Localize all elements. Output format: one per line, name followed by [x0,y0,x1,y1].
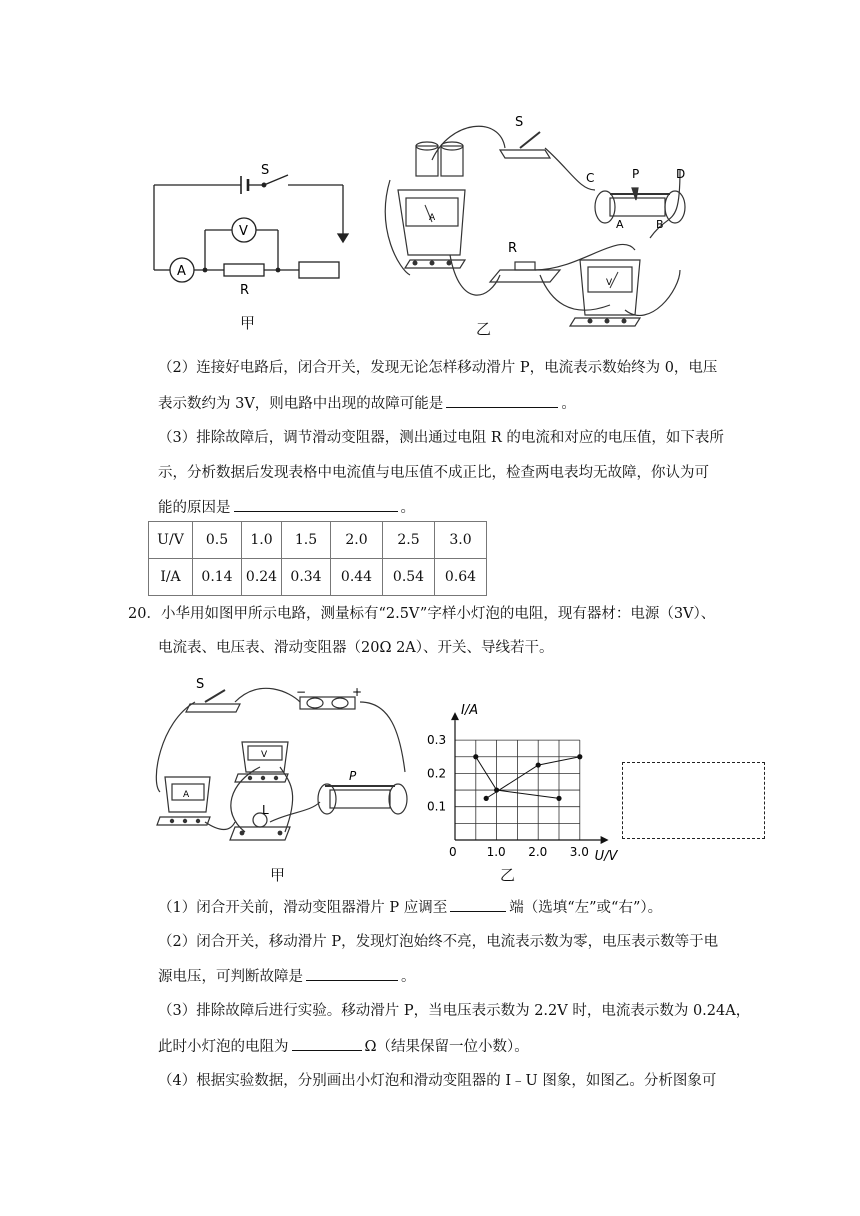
table-cell: 0.5 [193,522,242,559]
lamp-label: L [262,803,269,817]
q2-line-2: 表示数约为 3V，则电路中出现的故障可能是 。 [158,393,738,414]
apparatus-drawing-1 [380,110,700,340]
q20-line-1: 20．小华用如图甲所示电路，测量标有“2.5V”字样小灯泡的电阻，现有器材：电源（3V）、 [128,606,716,622]
y-tick-label: 0.3 [427,733,447,748]
table-cell: 0.54 [383,559,435,596]
q20-1: （1）闭合开关前，滑动变阻器滑片 P 应调至 端（选填“左”或“右”）。 [158,897,738,918]
q2-line-1: （2）连接好电路后，闭合开关，发现无论怎样移动滑片 P，电流表示数始终为 0，电压 [158,360,718,376]
chart-axes [451,712,609,844]
figure1-label-yi: 乙 [476,320,492,338]
apparatus2-ammeter-label: A [183,790,190,800]
voltmeter-label: V [239,224,248,239]
data-point [536,762,541,767]
terminal-a-label: A [616,218,624,231]
q3-answer-blank[interactable] [234,497,398,512]
table-cell: U/V [149,522,193,559]
data-point [473,754,478,759]
y-tick-label: 0.2 [427,766,447,781]
table-cell: 0.24 [242,559,282,596]
x-tick-label: 3.0 [569,845,589,859]
figure2-label-jia: 甲 [270,866,286,884]
table-cell: 2.0 [331,522,383,559]
chart-series [473,754,582,801]
iu-chart [425,700,618,870]
y-axis-arrow [451,712,459,720]
figure2-label-yi: 乙 [500,866,516,884]
terminal-d-label: D [676,167,686,181]
answer-box-dashed[interactable] [622,762,765,839]
table-cell: 0.44 [331,559,383,596]
table-cell: 1.5 [282,522,331,559]
apparatus2-switch-label: S [196,677,205,692]
table-cell: 0.34 [282,559,331,596]
q20-2-answer-blank[interactable] [306,966,398,981]
q20-line-2: 电流表、电压表、滑动变阻器（20Ω 2A）、开关、导线若干。 [158,640,554,656]
switch-label: S [261,163,270,178]
series-line-2 [486,757,580,799]
data-point [577,754,582,759]
apparatus-ammeter-label: A [429,213,436,223]
ammeter-label: A [177,264,186,279]
uv-ia-table [148,521,487,596]
q20-3-line-1: （3）排除故障后进行实验。移动滑片 P，当电压表示数为 2.2V 时，电流表示数为 0.24A， [158,1003,751,1019]
q20-2-line-2: 源电压，可判断故障是 。 [158,966,738,987]
table-cell: I/A [149,559,193,596]
terminal-c-label: C [586,171,595,185]
table-cell: 0.64 [435,559,487,596]
x-axis-label: U/V [594,849,618,864]
q20-3-line-2: 此时小灯泡的电阻为 Ω（结果保留一位小数）。 [158,1036,738,1057]
table-cell: 2.5 [383,522,435,559]
terminal-p-label: P [632,167,640,181]
data-point [556,796,561,801]
apparatus-switch-label: S [515,115,524,130]
chart-grid [455,740,580,840]
q3-line-3: 能的原因是 。 [158,497,738,518]
x-tick-label: 1.0 [486,845,506,859]
q2-answer-blank[interactable] [446,393,558,408]
battery-plus-label: + [352,685,363,699]
q20-3-answer-blank[interactable] [292,1036,362,1051]
table-cell: 1.0 [242,522,282,559]
data-point [484,796,489,801]
y-tick-label: 0.1 [427,799,447,814]
battery-minus-label: − [296,685,307,699]
figure1-label-jia: 甲 [240,314,256,332]
resistor-label: R [240,283,250,298]
table-cell: 0.14 [193,559,242,596]
apparatus-drawing-2 [150,672,425,852]
q20-4-line-1: （4）根据实验数据，分别画出小灯泡和滑动变阻器的 I﹣U 图象，如图乙。分析图象可 [158,1073,717,1089]
apparatus-resistor-label: R [508,241,518,256]
q3-line-1: （3）排除故障后，调节滑动变阻器，测出通过电阻 R 的电流和对应的电压值，如下表所 [158,430,724,446]
q3-line-2: 示，分析数据后发现表格中电流值与电压值不成正比，检查两电表均无故障，你认为可 [158,465,709,481]
x-axis-arrow [601,836,609,844]
circuit-diagram-1 [148,160,358,300]
q20-1-answer-blank[interactable] [450,897,506,912]
origin-label: 0 [449,845,457,859]
terminal-b-label: B [656,218,664,231]
apparatus-voltmeter-label: V [606,278,613,288]
q20-2-line-1: （2）闭合开关，移动滑片 P，发现灯泡始终不亮，电流表示数为零，电压表示数等于电 [158,934,719,950]
x-tick-label: 2.0 [528,845,548,859]
table-cell: 3.0 [435,522,487,559]
slider-label: P [349,769,357,783]
table-row [149,522,487,559]
table-row [149,559,487,596]
y-axis-label: I/A [461,703,479,718]
apparatus2-voltmeter-label: V [261,750,268,760]
